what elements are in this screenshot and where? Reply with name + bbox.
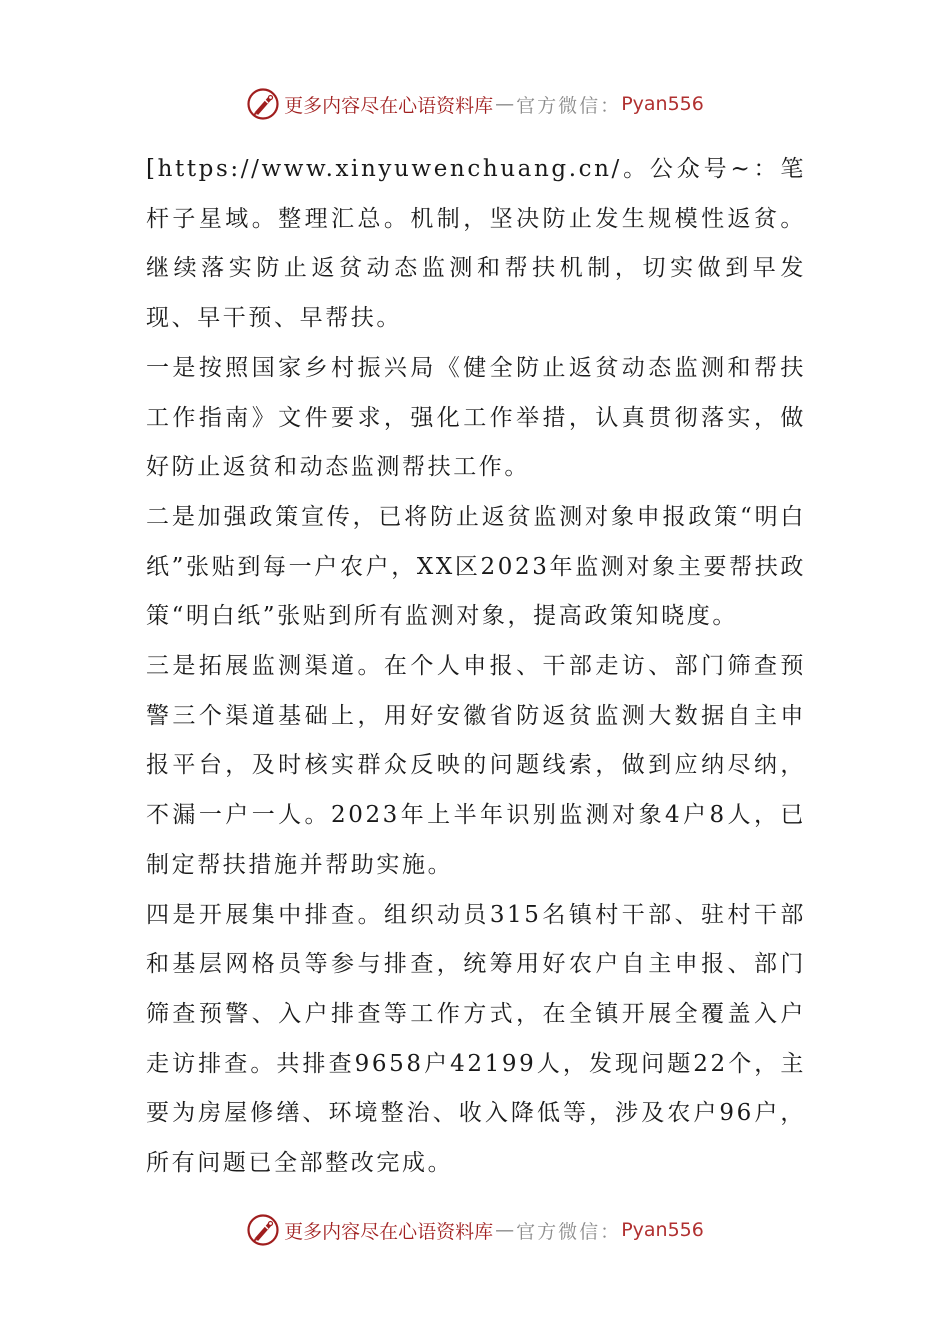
banner-title: 更多内容尽在心语资料库 bbox=[284, 1220, 494, 1243]
banner-separator: — bbox=[495, 1219, 515, 1241]
paragraph-third: 三是拓展监测渠道。在个人申报、干部走访、部门筛查预警三个渠道基础上，用好安徽省防返贫监测大数据自主申报平台，及时核实群众反映的问题线索，做到应纳尽纳，不漏一户一人。2023年上半年识别监测对象4户8人，已制定帮扶措施并帮助实施。 bbox=[146, 653, 806, 878]
banner-title: 更多内容尽在心语资料库 bbox=[284, 94, 494, 117]
document-body bbox=[146, 145, 806, 1189]
paragraph-first: 一是按照国家乡村振兴局《健全防止返贫动态监测和帮扶工作指南》文件要求，强化工作举措，认真贯彻落实，做好防止返贫和动态监测帮扶工作。 bbox=[146, 354, 806, 481]
banner-wechat-label: 官方微信： bbox=[516, 1220, 622, 1243]
pen-nib-logo-icon bbox=[246, 1213, 280, 1247]
pen-nib-logo-icon bbox=[246, 87, 280, 121]
paragraph-second: 二是加强政策宣传，已将防止返贫监测对象申报政策“明白纸”张贴到每一户农户，XX区2023年监测对象主要帮扶政策“明白纸”张贴到所有监测对象，提高政策知晓度。 bbox=[146, 503, 806, 630]
banner-wechat-id: Pyan556 bbox=[621, 93, 704, 115]
banner-wechat-id: Pyan556 bbox=[621, 1219, 704, 1241]
paragraph-intro: [https://www.xinyuwenchuang.cn/。公众号~：笔杆子星域。整理汇总。机制，坚决防止发生规模性返贫。继续落实防止返贫动态监测和帮扶机制，切实做到早发现、早干预、早帮扶。 bbox=[146, 156, 806, 332]
footer-banner bbox=[0, 1210, 950, 1250]
header-banner bbox=[0, 84, 950, 124]
banner-wechat-label: 官方微信： bbox=[516, 94, 622, 117]
paragraph-fourth: 四是开展集中排查。组织动员315名镇村干部、驻村干部和基层网格员等参与排查，统筹用好农户自主申报、部门筛查预警、入户排查等工作方式，在全镇开展全覆盖入户走访排查。共排查9658户42199人，发现问题22个，主要为房屋修缮、环境整治、收入降低等，涉及农户96户，所有问题已全部整改完成。 bbox=[146, 901, 806, 1177]
banner-separator: — bbox=[495, 93, 515, 115]
